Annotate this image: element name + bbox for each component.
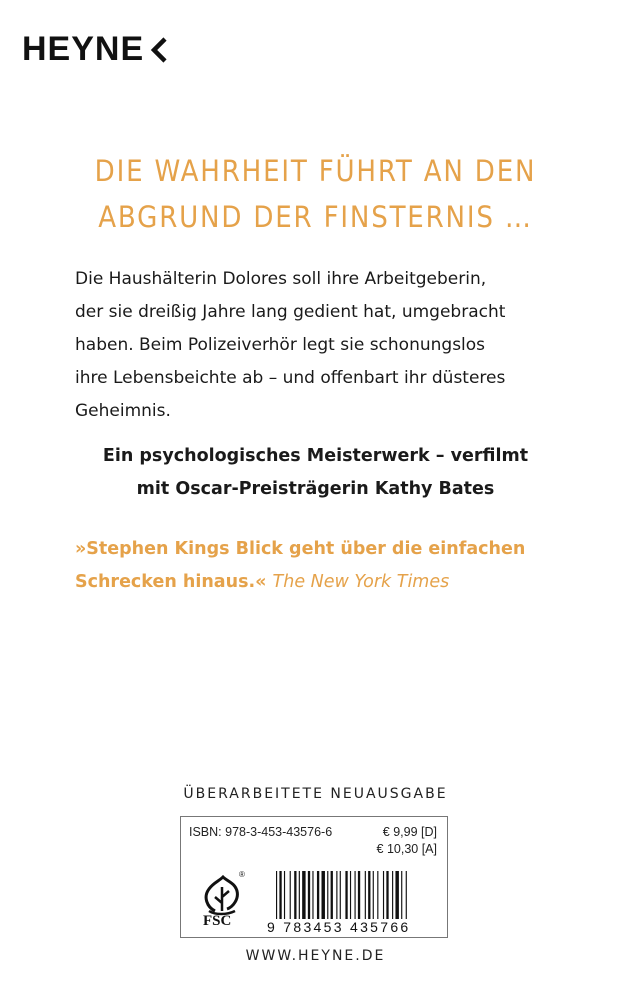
barcode-bar (365, 871, 366, 919)
blurb-line-3: haben. Beim Polizeiverhör legt sie schonungslos (75, 335, 486, 355)
barcode-bar (317, 871, 319, 919)
quote-line-2-wrapper (75, 566, 575, 599)
isbn: ISBN: 978-3-453-43576-6 (189, 825, 333, 839)
barcode-bar (392, 871, 393, 919)
edition-label: ÜBERARBEITETE NEUAUSGABE (183, 786, 448, 802)
barcode-bar (312, 871, 313, 919)
barcode-bar (383, 871, 384, 919)
headline (32, 148, 600, 240)
blurb-line-5: Geheimnis. (75, 401, 171, 421)
publisher-logo-text: HEYNE (22, 30, 145, 68)
barcode-bar (345, 871, 347, 919)
chevron-left-icon (150, 36, 168, 64)
barcode-bar (284, 871, 285, 919)
tagline (0, 440, 631, 506)
barcode-bar (355, 871, 356, 919)
barcode-bar (331, 871, 333, 919)
isbn-price-box (180, 816, 448, 938)
barcode (275, 871, 441, 919)
barcode-bar (395, 871, 398, 919)
quote-source: The New York Times (272, 572, 450, 592)
blurb-text (75, 263, 557, 428)
barcode-bar (299, 871, 300, 919)
barcode-bar (290, 871, 291, 919)
registered-mark: ® (239, 870, 245, 879)
blurb-line-4: ihre Lebensbeichte ab – und offenbart ihr düsteres (75, 368, 506, 388)
quote-line-1: »Stephen Kings Blick geht über die einfachen (75, 539, 526, 559)
publisher-logo (22, 30, 168, 69)
barcode-bar (327, 871, 328, 919)
blurb-line-2: der sie dreißig Jahre lang gedient hat, umgebracht (75, 302, 506, 322)
barcode-bar (276, 871, 277, 919)
barcode-bar (368, 871, 370, 919)
barcode-bar (322, 871, 325, 919)
barcode-bar (279, 871, 281, 919)
barcode-bar (386, 871, 388, 919)
barcode-bar (377, 871, 378, 919)
barcode-digits: 9 783453 435766 (267, 919, 411, 935)
website-url: WWW.HEYNE.DE (245, 948, 386, 964)
price-austria: € 10,30 [A] (376, 842, 437, 856)
barcode-bar (358, 871, 360, 919)
barcode-bar (336, 871, 337, 919)
barcode-bar (350, 871, 351, 919)
fsc-label: FSC (203, 913, 232, 929)
price-germany: € 9,99 [D] (382, 825, 437, 839)
barcode-bar (406, 871, 407, 919)
barcode-bar (373, 871, 374, 919)
tagline-line-1: Ein psychologisches Meisterwerk – verfilmt (102, 446, 529, 466)
barcode-bar (401, 871, 402, 919)
quote-line-2: Schrecken hinaus.« (75, 572, 267, 592)
tagline-line-2: mit Oscar-Preisträgerin Kathy Bates (136, 479, 495, 499)
barcode-bar (302, 871, 305, 919)
barcode-bar (308, 871, 310, 919)
barcode-bar (294, 871, 296, 919)
press-quote (75, 533, 575, 599)
headline-line-1: DIE WAHRHEIT FÜHRT AN DEN (94, 154, 537, 188)
blurb-line-1: Die Haushälterin Dolores soll ihre Arbeitgeberin, (75, 269, 487, 289)
headline-line-2: ABGRUND DER FINSTERNIS … (98, 200, 533, 234)
barcode-bar (340, 871, 341, 919)
